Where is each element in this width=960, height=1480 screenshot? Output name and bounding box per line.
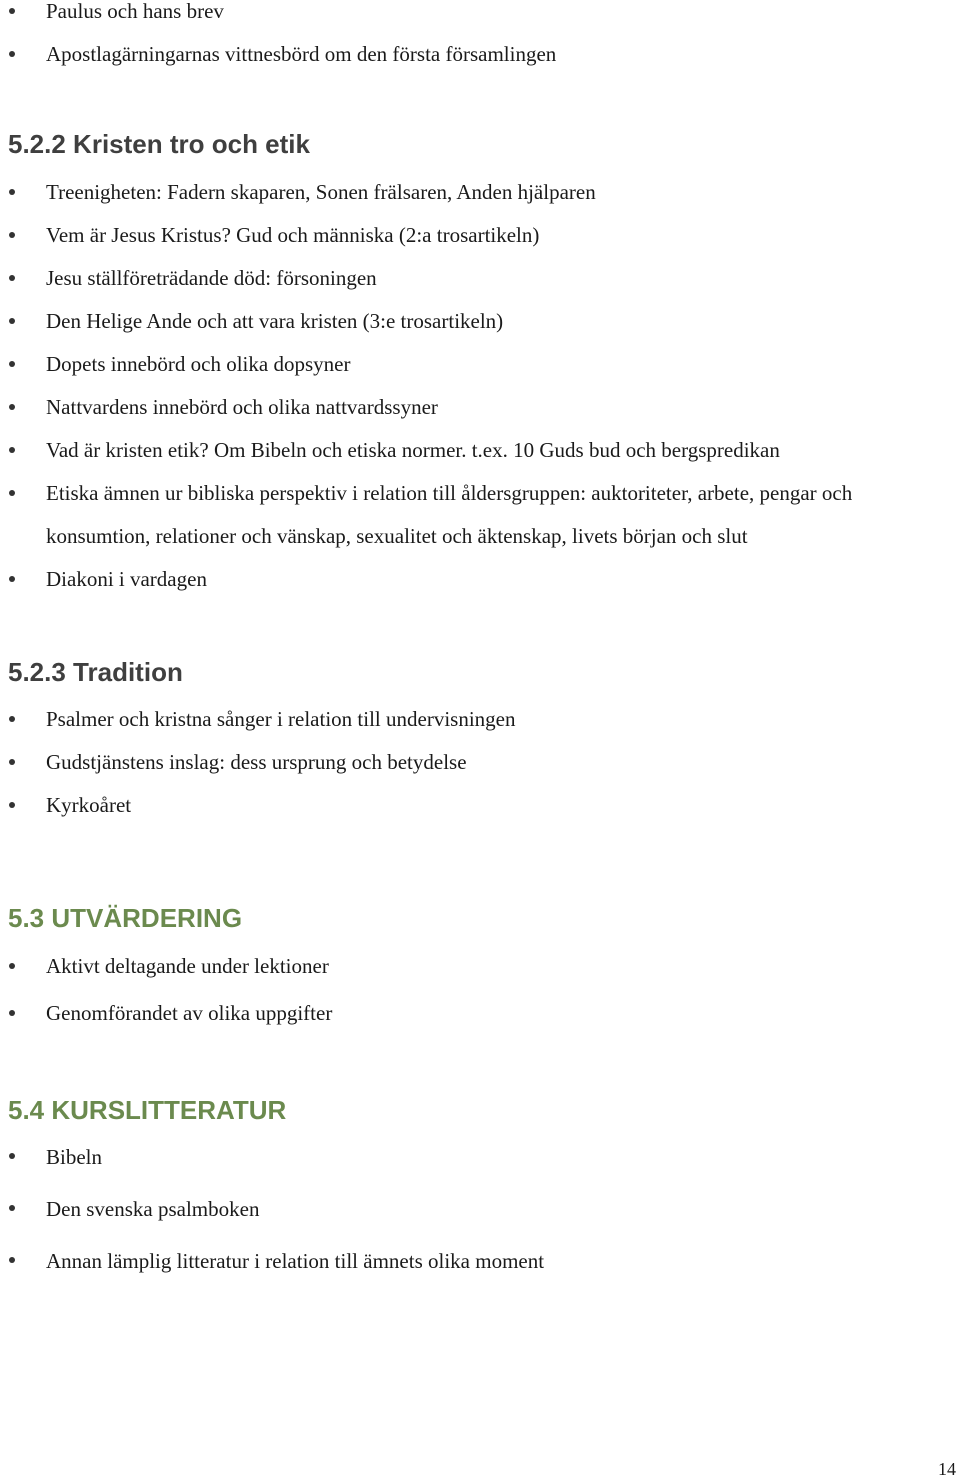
bullet-icon <box>9 1153 15 1159</box>
section-5-2-2-list <box>0 171 960 601</box>
list-item: Treenigheten: Fadern skaparen, Sonen frälsaren, Anden hjälparen <box>0 171 960 214</box>
list-item: Bibeln <box>0 1131 960 1183</box>
list-item: Vem är Jesus Kristus? Gud och människa (2:a trosartikeln) <box>0 214 960 257</box>
list-item: Dopets innebörd och olika dopsyner <box>0 343 960 386</box>
bullet-icon <box>9 1257 15 1263</box>
bullet-icon <box>9 361 15 367</box>
list-item: Diakoni i vardagen <box>0 558 960 601</box>
bullet-icon <box>9 189 15 195</box>
bullet-icon <box>9 318 15 324</box>
bullet-icon <box>9 51 15 57</box>
list-item: Psalmer och kristna sånger i relation till undervisningen <box>0 698 960 741</box>
list-item: Jesu ställföreträdande död: försoningen <box>0 257 960 300</box>
bullet-icon <box>9 576 15 582</box>
bullet-icon <box>9 759 15 765</box>
section-5-4-list <box>0 1131 960 1287</box>
section-heading-5-2-2: 5.2.2 Kristen tro och etik <box>8 129 310 159</box>
bullet-icon <box>9 802 15 808</box>
page-number: 14 <box>938 1459 956 1479</box>
top-bullet-list <box>0 0 960 76</box>
bullet-icon <box>9 1010 15 1016</box>
list-item: Apostlagärningarnas vittnesbörd om den första församlingen <box>0 33 960 76</box>
section-heading-5-2-3: 5.2.3 Tradition <box>8 657 183 687</box>
list-item: Annan lämplig litteratur i relation till ämnets olika moment <box>0 1235 960 1287</box>
list-item: Aktivt deltagande under lektioner <box>0 943 960 990</box>
section-5-3-list <box>0 943 960 1037</box>
bullet-icon <box>9 404 15 410</box>
section-5-2-3-list <box>0 698 960 827</box>
section-heading-5-3: 5.3 UTVÄRDERING <box>8 903 243 933</box>
bullet-icon <box>9 1205 15 1211</box>
list-item: Den Helige Ande och att vara kristen (3:e trosartikeln) <box>0 300 960 343</box>
list-item: Vad är kristen etik? Om Bibeln och etiska normer. t.ex. 10 Guds bud och bergspredikan <box>0 429 960 472</box>
list-item: Paulus och hans brev <box>0 0 960 33</box>
section-heading-5-4: 5.4 KURSLITTERATUR <box>8 1095 287 1125</box>
list-item: Gudstjänstens inslag: dess ursprung och betydelse <box>0 741 960 784</box>
list-item: Den svenska psalmboken <box>0 1183 960 1235</box>
list-item: Genomförandet av olika uppgifter <box>0 990 960 1037</box>
list-item: Nattvardens innebörd och olika nattvardssyner <box>0 386 960 429</box>
bullet-icon <box>9 275 15 281</box>
bullet-icon <box>9 490 15 496</box>
list-item: Etiska ämnen ur bibliska perspektiv i relation till åldersgruppen: auktoriteter, arbete, pengar och konsumtion, relationer och vänskap, sexualitet och äktenskap, livets början och slut <box>0 472 960 558</box>
bullet-icon <box>9 8 15 14</box>
list-item: Kyrkoåret <box>0 784 960 827</box>
bullet-icon <box>9 232 15 238</box>
bullet-icon <box>9 963 15 969</box>
bullet-icon <box>9 447 15 453</box>
bullet-icon <box>9 716 15 722</box>
